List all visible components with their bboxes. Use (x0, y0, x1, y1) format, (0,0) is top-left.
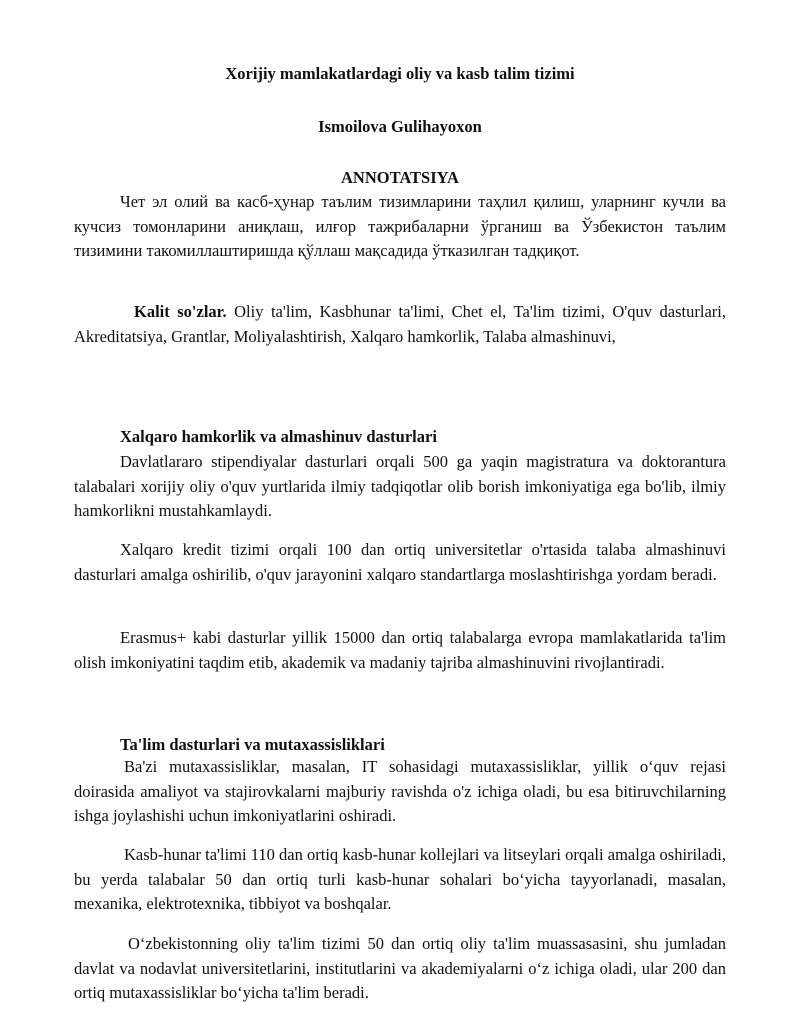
annotation-paragraph: Чет эл олий ва касб-ҳунар таълим тизимларини таҳлил қилиш, уларнинг кучли ва кучсиз томонларини аниқлаш, илғор тажрибаларни ўрганиш ва Ўзбекистон таълим тизимини такомиллаштиришда қўллаш мақсадида ўтказилган тадқиқот. (74, 192, 726, 260)
paragraph: Kasb-hunar ta'limi 110 dan ortiq kasb-hunar kollejlari va litseylari orqali amalga oshiriladi, bu yerda talabalar 50 dan ortiq turli kasb-hunar sohalari bo‘yicha tayyorlanadi, masalan, mexanika, elektrotexnika, tibbiyot va boshqalar. (74, 845, 726, 913)
keywords-label: Kalit so'zlar. (134, 302, 227, 321)
section-heading-programs: Ta'lim dasturlari va mutaxassisliklari (120, 735, 385, 754)
paragraph: Erasmus+ kabi dasturlar yillik 15000 dan ortiq talabalarga evropa mamlakatlarida ta'lim olish imkoniyatini taqdim etib, akademik va madaniy tajriba almashinuvini rivojlantiradi. (74, 628, 726, 672)
author-name: Ismoilova Gulihayoxon (318, 117, 482, 136)
paragraph: Ba'zi mutaxassisliklar, masalan, IT sohasidagi mutaxassisliklar, yillik o‘quv rejasi doirasida amaliyot va stajirovkalarni majburiy ravishda o'z ichiga oladi, bu esa bitiruvchilarning ishga joylashishi uchun imkoniyatlarini oshiradi. (74, 757, 726, 825)
section-heading-cooperation: Xalqaro hamkorlik va almashinuv dasturlari (120, 427, 437, 446)
paragraph: O‘zbekistonning oliy ta'lim tizimi 50 dan ortiq oliy ta'lim muassasasini, shu jumladan davlat va nodavlat universitetlarini, institutlarini va akademiyalarni o‘z ichiga oladi, ular 200 dan ortiq mutaxassisliklar bo‘yicha ta'lim beradi. (74, 934, 726, 1002)
paragraph: Davlatlararo stipendiyalar dasturlari orqali 500 ga yaqin magistratura va doktorantura talabalari xorijiy oliy o'quv yurtlarida ilmiy tadqiqotlar olib borish imkoniyatiga ega bo'lib, ilmiy hamkorlikni mustahkamlaydi. (74, 452, 726, 520)
paragraph: Xalqaro kredit tizimi orqali 100 dan ortiq universitetlar o'rtasida talaba almashinuvi dasturlari amalga oshirilib, o'quv jarayonini xalqaro standartlarga moslashtirishga yordam beradi. (74, 540, 726, 584)
keywords-list: Oliy ta'lim, Kasbhunar ta'limi, Chet el, Ta'lim tizimi, O'quv dasturlari, Akreditatsiya, Grantlar, Moliyalashtirish, Xalqaro hamkorlik, Talaba almashinuvi, (74, 302, 726, 346)
annotation-heading: ANNOTATSIYA (341, 168, 459, 187)
keywords-paragraph (74, 300, 726, 349)
document-title: Xorijiy mamlakatlardagi oliy va kasb talim tizimi (225, 64, 575, 83)
